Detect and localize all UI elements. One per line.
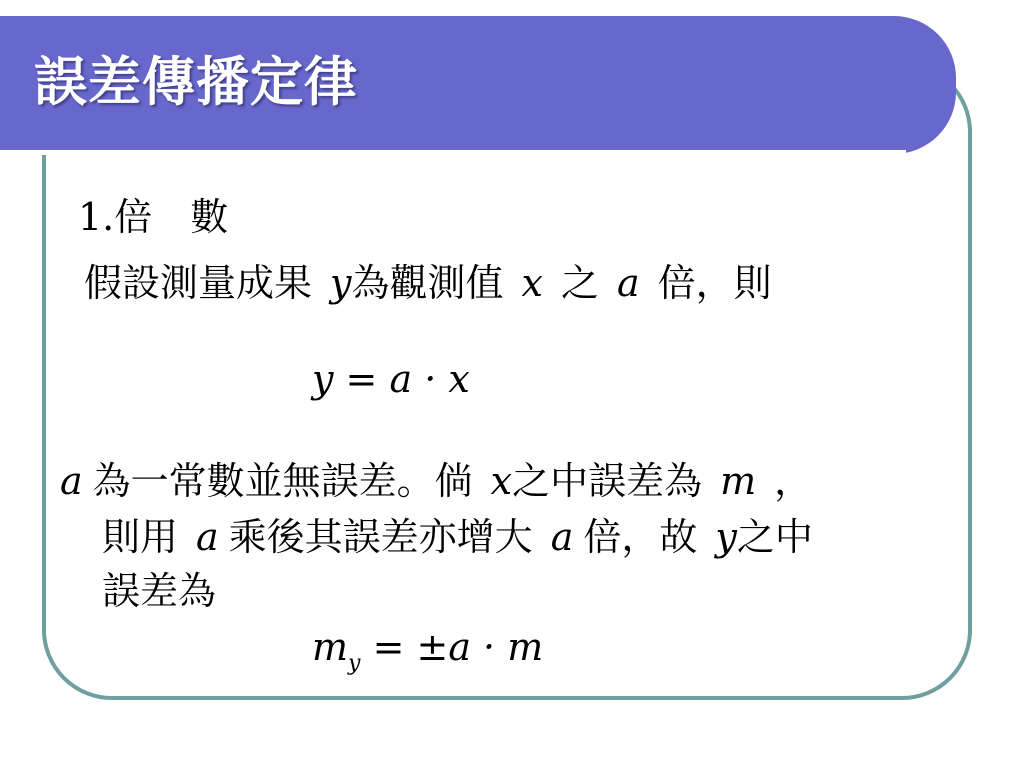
eq2-m: m [312,625,349,669]
expl-text-3: 則用 [102,515,179,559]
explanation-line-1 [60,459,813,503]
statement-line [84,261,772,305]
equation-2 [312,625,544,676]
eq2-subscript-y: y [348,651,361,676]
statement-text-2: 為觀測值 [351,261,504,305]
slide-title: 誤差傳播定律 [34,52,358,113]
explanation-line-3 [102,569,217,613]
expl-var-m: m [720,459,757,503]
expl-var-a-2: a [196,515,219,559]
expl-text-4: 乘後其誤差亦增大 [228,515,533,559]
expl-text-6: 之中 [736,515,813,559]
expl-text-1: 為一常數並無誤差。倘 [92,459,473,503]
expl-text-2: 之中誤差為 [512,459,703,503]
expl-var-y: y [715,515,737,559]
expl-text-7: 誤差為 [102,569,217,613]
statement-text-4: 倍，則 [657,261,772,305]
section-heading [78,195,229,239]
var-x: x [521,261,543,305]
expl-var-a-3: a [550,515,574,559]
equation-1: y = a · x [312,357,470,401]
expl-comma: ， [774,459,813,503]
eq2-rest: = ±a · m [360,625,544,669]
expl-var-x: x [490,459,513,503]
expl-var-a: a [60,459,83,503]
var-a: a [616,261,640,305]
var-y: y [330,261,352,305]
heading-number: 1. [78,195,115,239]
statement-text-3: 之 [560,261,599,305]
heading-text: 倍 數 [114,195,229,239]
explanation-line-2 [102,515,813,559]
title-band [0,16,956,154]
title-divider [0,150,906,155]
expl-text-5: 倍，故 [583,515,698,559]
statement-text-1: 假設測量成果 [84,261,313,305]
